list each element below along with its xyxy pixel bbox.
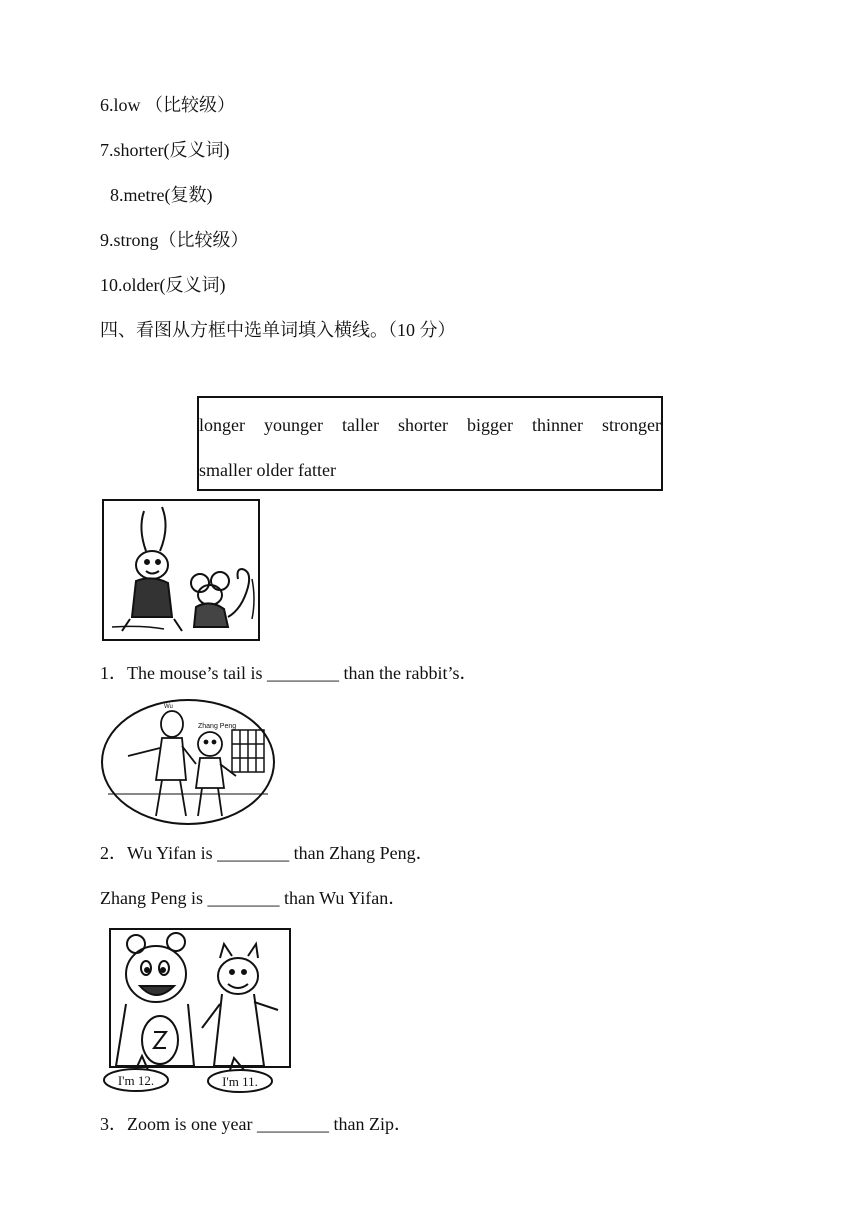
z-emblem-icon bbox=[154, 1032, 166, 1048]
zoom-zip-illustration bbox=[102, 928, 292, 1096]
word-bank-word: younger bbox=[264, 415, 323, 435]
item-8: 8.metre(复数) bbox=[110, 185, 213, 205]
zip-squirrel-icon bbox=[202, 944, 278, 1066]
word-bank-word: taller bbox=[342, 415, 379, 435]
rabbit-mouse-illustration bbox=[102, 499, 262, 643]
question-2a: 2．Wu Yifan is ________ than Zhang Peng． bbox=[100, 843, 434, 863]
wu-yifan-icon bbox=[128, 711, 196, 816]
word-bank-box bbox=[197, 396, 663, 491]
item-9: 9.strong（比较级） bbox=[100, 230, 249, 250]
word-bank-word: longer bbox=[199, 415, 245, 435]
word-bank-word: bigger bbox=[467, 415, 513, 435]
item-7: 7.shorter(反义词) bbox=[100, 140, 230, 160]
section-heading: 四、看图从方框中选单词填入横线。（10 分） bbox=[100, 320, 456, 340]
picture-2-label-left: Wu bbox=[164, 704, 173, 710]
word-bank-word: shorter bbox=[398, 415, 448, 435]
item-6: 6.low （比较级） bbox=[100, 95, 235, 115]
word-bank-word: thinner bbox=[532, 415, 583, 435]
bubble-left-text: I'm 12. bbox=[117, 1073, 155, 1088]
mouse-icon bbox=[191, 569, 254, 627]
question-1: 1．The mouse’s tail is ________ than the rabbit’s． bbox=[100, 663, 478, 683]
boys-oval-illustration bbox=[100, 698, 276, 826]
word-bank-row-1 bbox=[199, 413, 661, 437]
zhang-peng-icon bbox=[196, 732, 236, 816]
question-3: 3．Zoom is one year ________ than Zip． bbox=[100, 1114, 412, 1134]
bubble-right-text: I'm 11. bbox=[222, 1074, 258, 1089]
item-10: 10.older(反义词) bbox=[100, 275, 226, 295]
picture-2-label-right: Zhang Peng bbox=[198, 723, 237, 730]
zoom-bear-icon bbox=[116, 933, 194, 1066]
question-2b: Zhang Peng is ________ than Wu Yifan． bbox=[100, 888, 407, 908]
word-bank-row-2: smaller older fatter bbox=[199, 460, 336, 480]
rabbit-icon bbox=[112, 507, 182, 631]
word-bank-word: stronger bbox=[602, 415, 661, 435]
